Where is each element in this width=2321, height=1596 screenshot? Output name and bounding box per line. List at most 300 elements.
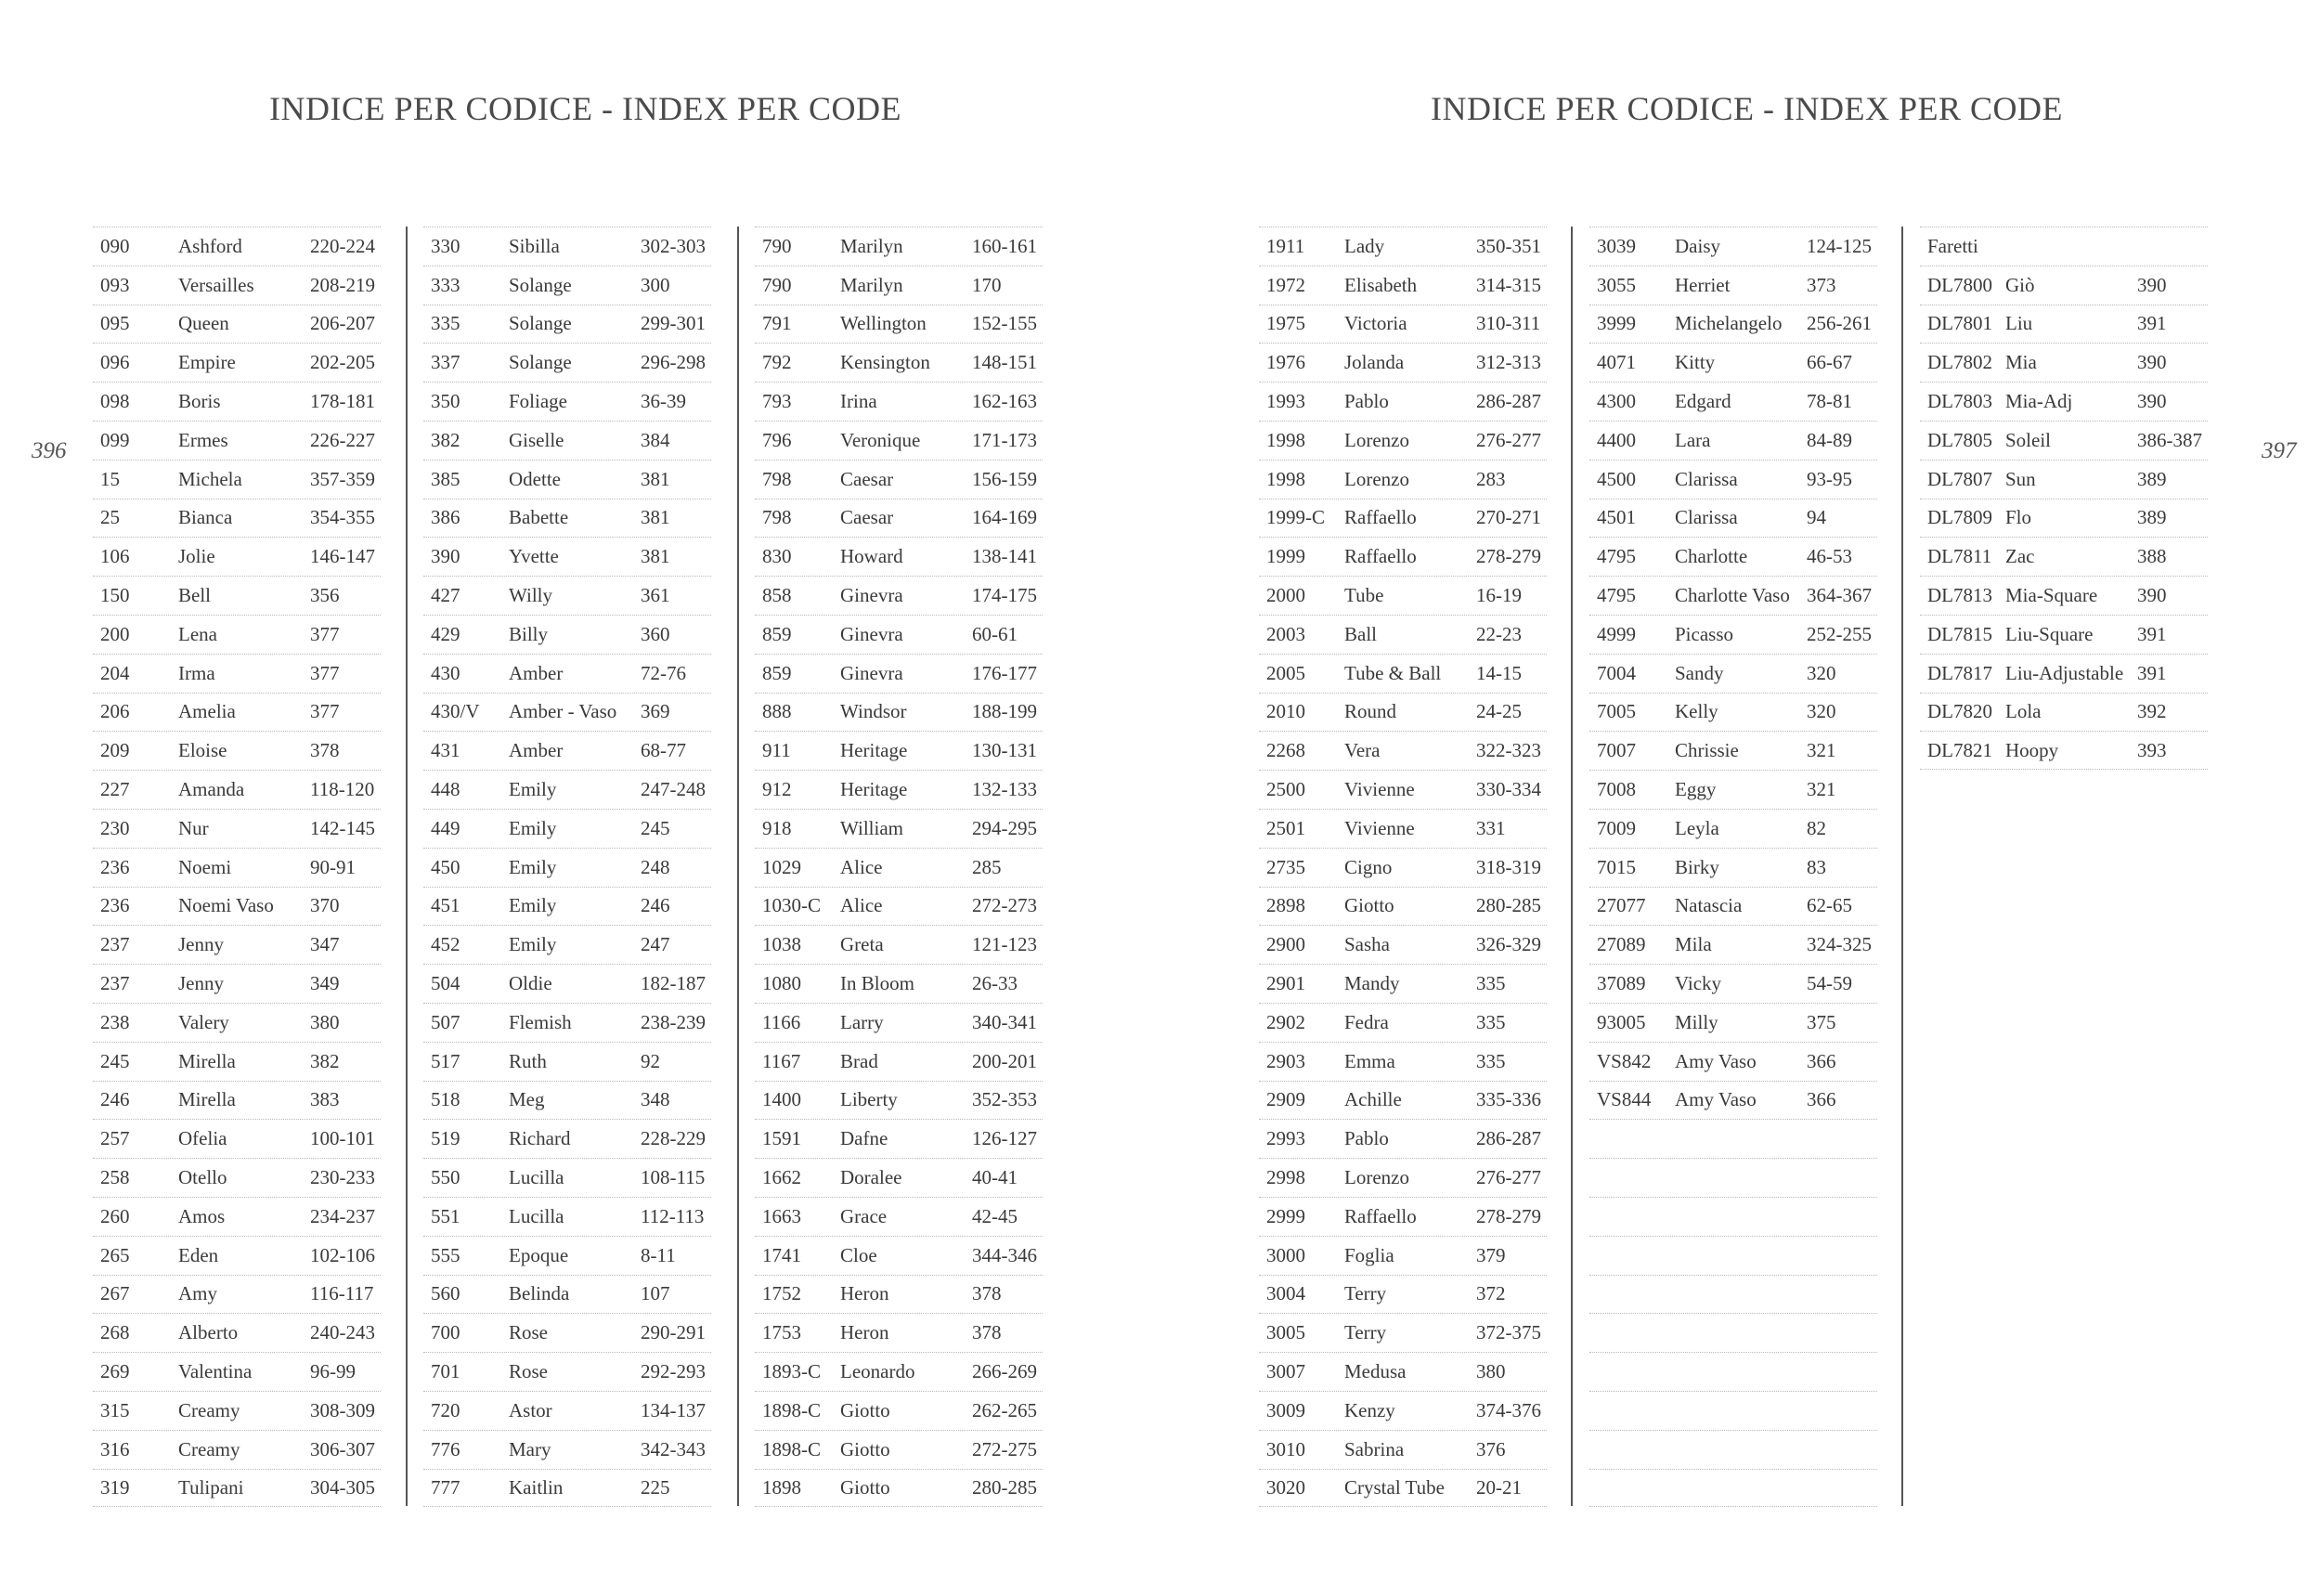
product-code: 265	[100, 1243, 130, 1266]
index-row	[1259, 1081, 1547, 1120]
product-code: 2901	[1266, 972, 1305, 995]
product-name: Jenny	[178, 933, 224, 956]
index-row	[423, 887, 711, 926]
product-name: Soleil	[2005, 428, 2052, 451]
index-row	[1589, 1119, 1877, 1158]
product-name: Ofelia	[178, 1127, 227, 1150]
index-row	[1920, 305, 2208, 344]
product-code: 093	[100, 273, 130, 296]
page-range: 142-145	[310, 816, 375, 839]
product-code: 15	[100, 467, 120, 490]
page-range: 83	[1807, 855, 1826, 878]
product-name: Kaitlin	[509, 1475, 564, 1499]
index-row	[93, 809, 381, 848]
index-row	[755, 770, 1043, 809]
page-range: 392	[2137, 700, 2167, 723]
product-code: DL7813	[1927, 584, 1992, 607]
page-range: 321	[1807, 739, 1836, 762]
product-code: 3004	[1266, 1282, 1305, 1305]
page-range: 330-334	[1476, 778, 1541, 801]
page-range: 388	[2137, 545, 2167, 568]
product-name: Emily	[509, 816, 557, 839]
product-name: Odette	[509, 467, 561, 490]
product-code: 550	[431, 1166, 460, 1189]
product-name: Otello	[178, 1166, 227, 1189]
page-range: 360	[641, 622, 670, 645]
product-name: Valentina	[178, 1360, 253, 1382]
product-code: 518	[431, 1088, 460, 1111]
page-range: 200-201	[972, 1049, 1037, 1072]
product-name: Tube & Ball	[1344, 661, 1442, 684]
page-range: 320	[1807, 661, 1836, 684]
product-name: Emily	[509, 933, 557, 956]
index-column-6	[1920, 227, 2208, 770]
index-row	[1589, 848, 1877, 887]
product-name: Lara	[1675, 428, 1711, 451]
page-range: 391	[2137, 312, 2167, 335]
page-range: 134-137	[641, 1398, 706, 1421]
index-row	[1589, 227, 1877, 266]
product-code: 1400	[762, 1088, 801, 1111]
page-range: 225	[641, 1475, 670, 1499]
product-name: In Bloom	[840, 972, 914, 995]
product-name: Empire	[178, 351, 236, 374]
page-range: 270-271	[1476, 506, 1541, 529]
index-row	[1589, 693, 1877, 732]
page-range: 361	[641, 584, 670, 607]
product-code: 25	[100, 506, 120, 529]
index-row	[1920, 227, 2208, 266]
page-range: 389	[2137, 467, 2167, 490]
column-divider	[737, 227, 739, 1506]
page-range: 78-81	[1807, 390, 1852, 413]
page-range: 36-39	[641, 390, 686, 413]
index-row	[1589, 421, 1877, 460]
index-row	[423, 964, 711, 1003]
page-range: 230-233	[310, 1166, 375, 1189]
product-name: Tulipani	[178, 1475, 244, 1499]
product-name: Crystal Tube	[1344, 1475, 1445, 1499]
page-range: 160-161	[972, 234, 1037, 257]
product-code: 335	[431, 312, 460, 335]
page-range: 247	[641, 933, 670, 956]
product-code: 560	[431, 1282, 460, 1305]
index-row	[1259, 1469, 1547, 1508]
index-row	[1259, 964, 1547, 1003]
product-code: Faretti	[1927, 234, 1978, 257]
product-name: Mandy	[1344, 972, 1400, 995]
product-code: 2005	[1266, 661, 1305, 684]
page-range: 280-285	[972, 1475, 1037, 1499]
column-divider	[406, 227, 408, 1506]
product-code: 2902	[1266, 1010, 1305, 1033]
page-range: 377	[310, 661, 340, 684]
index-row	[1259, 693, 1547, 732]
page-range: 26-33	[972, 972, 1018, 995]
index-row	[93, 1197, 381, 1236]
index-row	[93, 1119, 381, 1158]
index-row	[1589, 809, 1877, 848]
index-row	[1920, 499, 2208, 538]
product-code: 859	[762, 661, 792, 684]
index-row	[1589, 1158, 1877, 1197]
page-range: 384	[641, 428, 670, 451]
page-range: 352-353	[972, 1088, 1037, 1111]
index-row	[423, 693, 711, 732]
index-row	[423, 1313, 711, 1352]
index-row	[93, 1081, 381, 1120]
index-row	[1259, 227, 1547, 266]
index-row	[1259, 305, 1547, 344]
index-row	[423, 460, 711, 499]
index-row	[93, 731, 381, 770]
product-code: 150	[100, 584, 130, 607]
index-row	[755, 421, 1043, 460]
product-name: Mirella	[178, 1049, 236, 1072]
product-name: Rose	[509, 1321, 548, 1344]
index-row	[93, 1313, 381, 1352]
index-row	[755, 1275, 1043, 1314]
product-name: Amy Vaso	[1675, 1049, 1757, 1072]
product-name: Sibilla	[509, 234, 560, 257]
page-range: 354-355	[310, 506, 375, 529]
page-range: 96-99	[310, 1360, 356, 1382]
page-range: 379	[1476, 1243, 1506, 1266]
product-name: Clarissa	[1675, 506, 1738, 529]
index-row	[423, 654, 711, 693]
index-row	[1259, 1003, 1547, 1042]
page-range: 285	[972, 855, 1002, 878]
product-code: DL7815	[1927, 622, 1992, 645]
index-row	[755, 1469, 1043, 1508]
page-range: 247-248	[641, 778, 706, 801]
product-name: Astor	[509, 1398, 552, 1421]
product-code: 385	[431, 467, 460, 490]
product-name: Amy	[178, 1282, 217, 1305]
page-range: 46-53	[1807, 545, 1852, 568]
product-name: Irma	[178, 661, 215, 684]
product-name: Richard	[509, 1127, 571, 1150]
product-name: Marilyn	[840, 234, 903, 257]
product-name: Michelangelo	[1675, 312, 1783, 335]
index-row	[755, 382, 1043, 421]
product-name: Liu-Square	[2005, 622, 2094, 645]
index-row	[755, 925, 1043, 964]
index-row	[423, 1275, 711, 1314]
page-range: 347	[310, 933, 340, 956]
page-range: 16-19	[1476, 584, 1522, 607]
page-range: 162-163	[972, 390, 1037, 413]
product-name: Pablo	[1344, 1127, 1389, 1150]
product-code: 431	[431, 739, 460, 762]
index-row	[755, 1158, 1043, 1197]
page-range: 308-309	[310, 1398, 375, 1421]
product-code: DL7820	[1927, 700, 1992, 723]
page-range: 312-313	[1476, 351, 1541, 374]
right-page	[1160, 0, 2321, 1596]
product-name: Grace	[840, 1204, 888, 1227]
index-row	[1589, 1352, 1877, 1391]
product-code: 27089	[1597, 933, 1646, 956]
index-column-5	[1589, 227, 1877, 1507]
index-row	[1589, 887, 1877, 926]
product-code: 449	[431, 816, 460, 839]
product-code: 7004	[1597, 661, 1636, 684]
index-row	[423, 1469, 711, 1508]
index-row	[423, 576, 711, 615]
product-code: 106	[100, 545, 130, 568]
product-code: 1998	[1266, 467, 1305, 490]
index-row	[755, 1042, 1043, 1081]
product-name: Versailles	[178, 273, 254, 296]
page-range: 314-315	[1476, 273, 1541, 296]
product-name: Meg	[509, 1088, 545, 1111]
page-range: 377	[310, 622, 340, 645]
product-code: 858	[762, 584, 792, 607]
page-range: 272-275	[972, 1437, 1037, 1460]
page-range: 116-117	[310, 1282, 374, 1305]
product-code: 1167	[762, 1049, 801, 1072]
page-range: 318-319	[1476, 855, 1541, 878]
product-name: Tube	[1344, 584, 1384, 607]
product-code: 27077	[1597, 894, 1646, 917]
index-row	[423, 1119, 711, 1158]
product-name: Charlotte Vaso	[1675, 584, 1790, 607]
page-range: 366	[1807, 1049, 1836, 1072]
product-code: 1591	[762, 1127, 801, 1150]
product-name: Amber - Vaso	[509, 700, 617, 723]
page-range: 146-147	[310, 545, 375, 568]
product-name: Wellington	[840, 312, 927, 335]
product-name: Heritage	[840, 778, 908, 801]
page-range: 171-173	[972, 428, 1037, 451]
index-row	[423, 1352, 711, 1391]
page-range: 124-125	[1807, 234, 1872, 257]
product-name: Amy Vaso	[1675, 1088, 1757, 1111]
index-row	[1589, 731, 1877, 770]
page-range: 126-127	[972, 1127, 1037, 1150]
product-code: 1976	[1266, 351, 1305, 374]
index-row	[1259, 1236, 1547, 1275]
product-name: Giselle	[509, 428, 564, 451]
page-range: 226-227	[310, 428, 375, 451]
product-name: Kensington	[840, 351, 930, 374]
product-name: Sandy	[1675, 661, 1724, 684]
page-range: 299-301	[641, 312, 706, 335]
product-code: 245	[100, 1049, 130, 1072]
page-range: 377	[310, 700, 340, 723]
product-name: Bell	[178, 584, 211, 607]
product-code: 1752	[762, 1282, 801, 1305]
index-row	[93, 693, 381, 732]
page-range: 234-237	[310, 1204, 375, 1227]
product-code: 315	[100, 1398, 130, 1421]
page-range: 93-95	[1807, 467, 1852, 490]
page-range: 92	[641, 1049, 660, 1072]
product-code: 507	[431, 1010, 460, 1033]
index-row	[1589, 1197, 1877, 1236]
index-row	[755, 343, 1043, 382]
product-code: 2500	[1266, 778, 1305, 801]
product-name: Liberty	[840, 1088, 898, 1111]
index-row	[93, 848, 381, 887]
product-code: 93005	[1597, 1010, 1646, 1033]
page-range: 84-89	[1807, 428, 1852, 451]
product-code: 429	[431, 622, 460, 645]
product-name: Emily	[509, 855, 557, 878]
index-row	[423, 1042, 711, 1081]
product-name: Belinda	[509, 1282, 570, 1305]
page-range: 54-59	[1807, 972, 1852, 995]
product-name: Vivienne	[1344, 816, 1415, 839]
index-row	[423, 1197, 711, 1236]
index-row	[1259, 1042, 1547, 1081]
product-code: 260	[100, 1204, 130, 1227]
page-range: 62-65	[1807, 894, 1852, 917]
index-row	[93, 266, 381, 305]
page-range: 349	[310, 972, 340, 995]
product-name: Amelia	[178, 700, 236, 723]
page-range: 373	[1807, 273, 1836, 296]
product-code: 1166	[762, 1010, 801, 1033]
index-row	[1589, 266, 1877, 305]
product-name: Heron	[840, 1282, 889, 1305]
page-range: 380	[1476, 1360, 1506, 1382]
product-code: 1038	[762, 933, 801, 956]
index-row	[423, 1236, 711, 1275]
product-name: Larry	[840, 1010, 884, 1033]
product-code: 1662	[762, 1166, 801, 1189]
product-code: 350	[431, 390, 460, 413]
product-code: 099	[100, 428, 130, 451]
product-name: Chrissie	[1675, 739, 1739, 762]
product-code: 790	[762, 273, 792, 296]
page-range: 356	[310, 584, 340, 607]
index-row	[423, 809, 711, 848]
page-title: INDICE PER CODICE - INDEX PER CODE	[1431, 90, 2063, 127]
product-name: Amos	[178, 1204, 226, 1227]
product-name: Ball	[1344, 622, 1377, 645]
index-row	[423, 615, 711, 654]
index-row	[93, 1430, 381, 1469]
index-row	[423, 731, 711, 770]
product-name: Liu	[2005, 312, 2033, 335]
product-code: 2993	[1266, 1127, 1305, 1150]
product-name: Mia	[2005, 351, 2037, 374]
index-row	[1920, 615, 2208, 654]
index-row	[93, 537, 381, 576]
index-row	[755, 654, 1043, 693]
product-name: Solange	[509, 273, 572, 296]
product-name: Cloe	[840, 1243, 877, 1266]
product-code: DL7805	[1927, 428, 1992, 451]
index-row	[755, 1119, 1043, 1158]
page-range: 82	[1807, 816, 1826, 839]
index-row	[1259, 1158, 1547, 1197]
index-row	[1589, 1430, 1877, 1469]
page-range: 174-175	[972, 584, 1037, 607]
product-code: 791	[762, 312, 792, 335]
product-name: Charlotte	[1675, 545, 1748, 568]
product-name: Willy	[509, 584, 552, 607]
index-row	[1259, 654, 1547, 693]
page-range: 188-199	[972, 700, 1037, 723]
product-code: 1999	[1266, 545, 1305, 568]
index-row	[1920, 693, 2208, 732]
index-row	[1259, 1352, 1547, 1391]
product-name: Solange	[509, 351, 572, 374]
product-name: Rose	[509, 1360, 548, 1382]
product-name: Foglia	[1344, 1243, 1394, 1266]
product-name: Giotto	[1344, 894, 1394, 917]
index-row	[93, 576, 381, 615]
product-name: Clarissa	[1675, 467, 1738, 490]
product-code: 4400	[1597, 428, 1636, 451]
index-row	[423, 1430, 711, 1469]
product-name: Mia-Adj	[2005, 390, 2073, 413]
product-code: VS842	[1597, 1049, 1652, 1072]
product-code: 382	[431, 428, 460, 451]
product-name: Babette	[509, 506, 569, 529]
page-range: 286-287	[1476, 390, 1541, 413]
page-range: 262-265	[972, 1398, 1037, 1421]
index-row	[755, 1391, 1043, 1430]
product-name: Giotto	[840, 1398, 890, 1421]
page-range: 60-61	[972, 622, 1018, 645]
product-name: Giò	[2005, 273, 2035, 296]
page-range: 290-291	[641, 1321, 706, 1344]
page-range: 280-285	[1476, 894, 1541, 917]
product-name: Vicky	[1675, 972, 1722, 995]
product-name: Ruth	[509, 1049, 547, 1072]
product-code: 430/V	[431, 700, 480, 723]
product-name: Bianca	[178, 506, 233, 529]
page-range: 208-219	[310, 273, 375, 296]
product-code: 555	[431, 1243, 460, 1266]
page-range: 278-279	[1476, 545, 1541, 568]
page-range: 348	[641, 1088, 670, 1111]
product-code: 859	[762, 622, 792, 645]
product-code: 390	[431, 545, 460, 568]
product-code: 1893-C	[762, 1360, 821, 1382]
page-range: 389	[2137, 506, 2167, 529]
product-name: Leyla	[1675, 816, 1719, 839]
product-name: Alice	[840, 855, 883, 878]
index-row	[755, 809, 1043, 848]
page-range: 382	[310, 1049, 340, 1072]
index-row	[1259, 266, 1547, 305]
product-name: Amber	[509, 739, 564, 762]
index-row	[423, 1391, 711, 1430]
product-code: 319	[100, 1475, 130, 1499]
index-row	[1920, 576, 2208, 615]
product-code: DL7801	[1927, 312, 1992, 335]
index-row	[423, 1158, 711, 1197]
product-name: Kenzy	[1344, 1398, 1395, 1421]
index-row	[755, 964, 1043, 1003]
index-row	[1589, 1275, 1877, 1314]
index-row	[1259, 576, 1547, 615]
product-code: 3005	[1266, 1321, 1305, 1344]
index-row	[423, 1081, 711, 1120]
page-range: 252-255	[1807, 622, 1872, 645]
left-page	[0, 0, 1160, 1596]
page-range: 386-387	[2137, 428, 2202, 451]
page-range: 294-295	[972, 816, 1037, 839]
product-code: 2010	[1266, 700, 1305, 723]
index-row	[1589, 615, 1877, 654]
index-row	[93, 615, 381, 654]
